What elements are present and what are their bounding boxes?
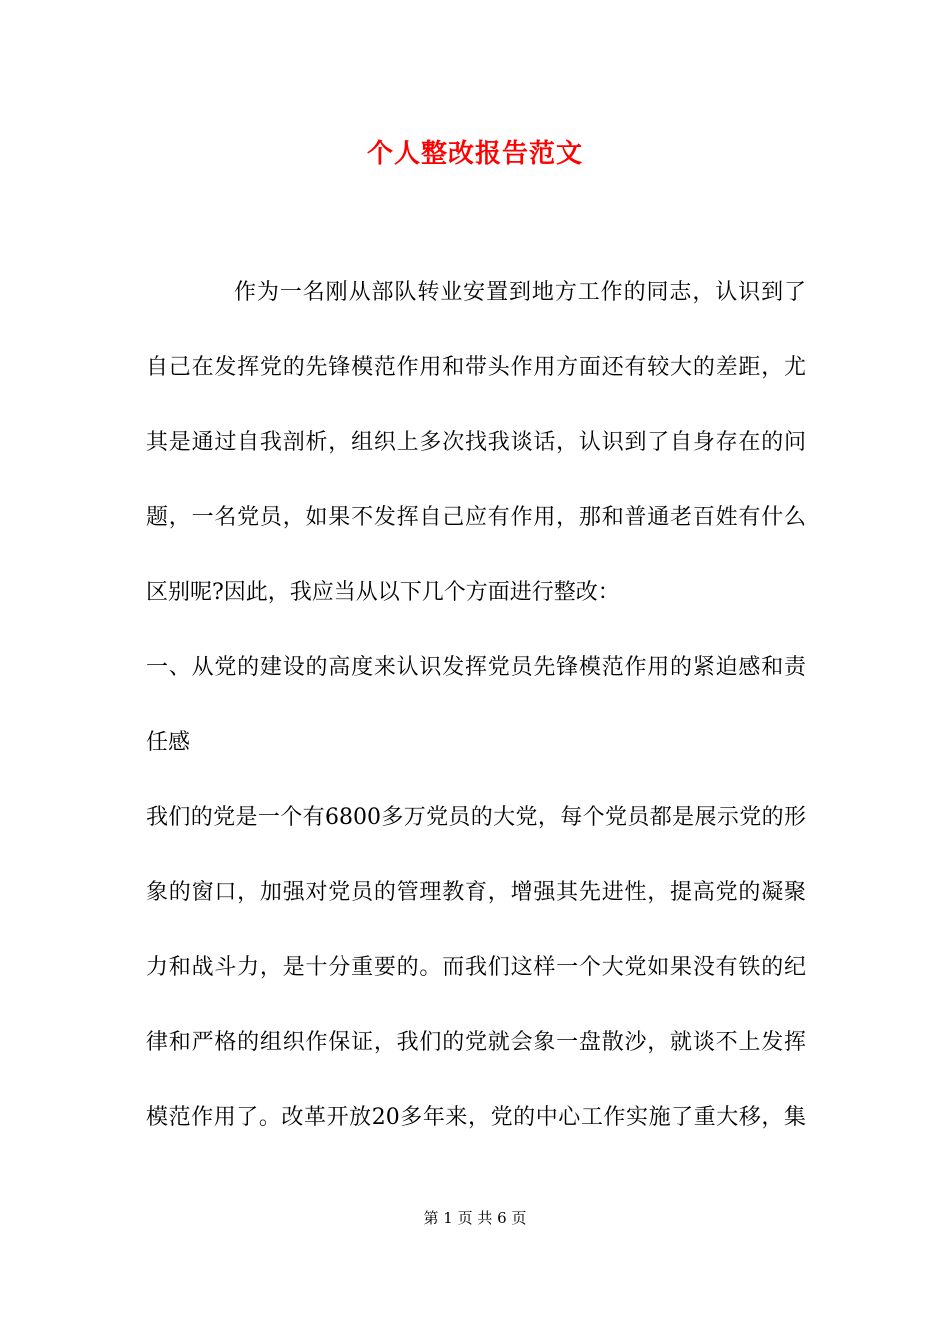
body-line: 题，一名党员，如果不发挥自己应有作用，那和普通老百姓有什么 <box>146 505 806 530</box>
body-line: 律和严格的组织作保证，我们的党就会象一盘散沙，就谈不上发挥 <box>146 1030 806 1055</box>
section-heading-line: 一、从党的建设的高度来认识发挥党员先锋模范作用的紧迫感和责 <box>146 655 806 680</box>
body-line: 自己在发挥党的先锋模范作用和带头作用方面还有较大的差距，尤 <box>146 355 806 380</box>
body-line: 我们的党是一个有6800多万党员的大党，每个党员都是展示党的形 <box>146 805 806 830</box>
body-line: 象的窗口，加强对党员的管理教育，增强其先进性，提高党的凝聚 <box>146 880 806 905</box>
page-title: 个人整改报告范文 <box>366 139 583 169</box>
page-number-footer: 第 1 页 共 6 页 <box>423 1209 527 1227</box>
body-line: 其是通过自我剖析，组织上多次找我谈话，认识到了自身存在的问 <box>146 430 806 455</box>
body-line: 力和战斗力，是十分重要的。而我们这样一个大党如果没有铁的纪 <box>146 955 806 980</box>
body-line: 区别呢?因此，我应当从以下几个方面进行整改： <box>146 580 620 605</box>
section-heading-line: 任感 <box>146 730 191 755</box>
body-line: 模范作用了。改革开放20多年来，党的中心工作实施了重大移，集 <box>146 1105 806 1130</box>
body-line: 作为一名刚从部队转业安置到地方工作的同志，认识到了 <box>234 280 806 305</box>
